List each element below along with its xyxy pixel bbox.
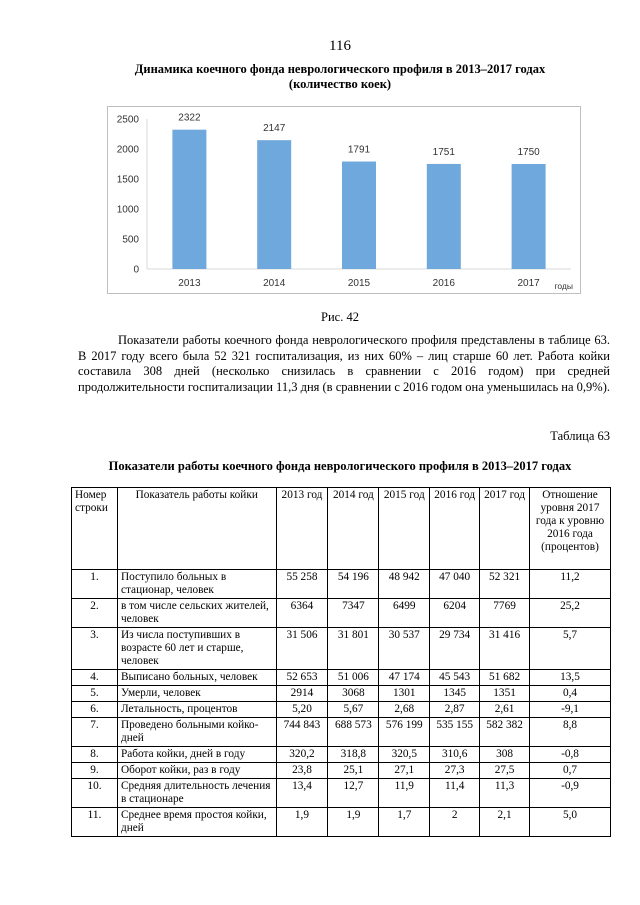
x-tick-label: 2013: [178, 278, 201, 289]
cell-value: 51 682: [480, 670, 530, 686]
cell-value: 55 258: [276, 570, 328, 599]
cell-value: 2,87: [430, 702, 480, 718]
cell-value: 11,2: [530, 570, 611, 599]
row-number: 4.: [72, 670, 118, 686]
cell-value: 11,4: [430, 779, 480, 808]
table-row: [72, 670, 611, 686]
x-tick-label: 2017: [517, 278, 540, 289]
data-label: 2147: [263, 123, 286, 135]
chart-title: [100, 62, 580, 91]
cell-value: 27,1: [379, 763, 430, 779]
cell-value: 744 843: [276, 718, 328, 747]
y-tick-label: 1500: [116, 174, 139, 186]
cell-value: 8,8: [530, 718, 611, 747]
cell-value: 1301: [379, 686, 430, 702]
cell-value: 7769: [480, 599, 530, 628]
y-tick-label: 500: [122, 234, 139, 246]
cell-value: 6499: [379, 599, 430, 628]
row-number: 11.: [72, 808, 118, 837]
row-number: 5.: [72, 686, 118, 702]
row-number: 2.: [72, 599, 118, 628]
cell-value: 25,2: [530, 599, 611, 628]
cell-value: 2,68: [379, 702, 430, 718]
chart-svg: [108, 107, 580, 293]
table-title: Показатели работы коечного фонда неврологического профиля в 2013–2017 годах: [108, 459, 572, 473]
cell-value: 13,5: [530, 670, 611, 686]
indicator-name: Среднее время простоя койки, дней: [117, 808, 276, 837]
column-header: 2017 год: [480, 488, 530, 570]
column-header: Номер строки: [72, 488, 118, 570]
data-label: 1791: [347, 144, 371, 156]
bar: [257, 140, 291, 269]
cell-value: 688 573: [328, 718, 379, 747]
row-number: 9.: [72, 763, 118, 779]
cell-value: 52 653: [276, 670, 328, 686]
table-header-row: [72, 488, 611, 570]
cell-value: 12,7: [328, 779, 379, 808]
row-number: 8.: [72, 747, 118, 763]
cell-value: 31 801: [328, 628, 379, 670]
x-tick-label: 2016: [432, 278, 455, 289]
row-number: 1.: [72, 570, 118, 599]
data-label: 1750: [517, 147, 540, 158]
indicator-name: Средняя длительность лечения в стационаре: [117, 779, 276, 808]
x-tick-label: 2015: [347, 278, 371, 289]
table-row: [72, 808, 611, 837]
cell-value: -0,9: [530, 779, 611, 808]
cell-value: 5,20: [276, 702, 328, 718]
cell-value: 2914: [276, 686, 328, 702]
data-label: 2322: [178, 112, 201, 124]
cell-value: 51 006: [328, 670, 379, 686]
cell-value: 5,7: [530, 628, 611, 670]
cell-value: 52 321: [480, 570, 530, 599]
cell-value: 6204: [430, 599, 480, 628]
chart-title-line2: (количество коек): [288, 76, 392, 91]
row-number: 3.: [72, 628, 118, 670]
column-header: Показатель работы койки: [117, 488, 276, 570]
cell-value: 27,5: [480, 763, 530, 779]
cell-value: 30 537: [379, 628, 430, 670]
cell-value: 576 199: [379, 718, 430, 747]
page-number: 116: [329, 38, 351, 54]
cell-value: -9,1: [530, 702, 611, 718]
indicator-name: Оборот койки, раз в году: [117, 763, 276, 779]
column-header: 2014 год: [328, 488, 379, 570]
table-row: [72, 702, 611, 718]
table-row: [72, 763, 611, 779]
row-number: 7.: [72, 718, 118, 747]
cell-value: 320,2: [276, 747, 328, 763]
table-row: [72, 779, 611, 808]
y-tick-label: 0: [133, 264, 139, 276]
table-label: Таблица 63: [550, 429, 610, 443]
x-axis-label: годы: [554, 281, 573, 291]
cell-value: 0,4: [530, 686, 611, 702]
cell-value: 31 416: [480, 628, 530, 670]
cell-value: 2,61: [480, 702, 530, 718]
row-number: 10.: [72, 779, 118, 808]
indicator-name: в том числе сельских жителей, человек: [117, 599, 276, 628]
table-row: [72, 686, 611, 702]
figure-caption: Рис. 42: [321, 310, 359, 324]
cell-value: 1,7: [379, 808, 430, 837]
indicator-name: Поступило больных в стационар, человек: [117, 570, 276, 599]
bar: [172, 130, 206, 269]
indicator-name: Выписано больных, человек: [117, 670, 276, 686]
y-tick-label: 2000: [116, 144, 139, 156]
cell-value: 47 040: [430, 570, 480, 599]
x-tick-label: 2014: [263, 278, 286, 289]
cell-value: 48 942: [379, 570, 430, 599]
cell-value: 25,1: [328, 763, 379, 779]
table-row: [72, 747, 611, 763]
y-tick-label: 1000: [116, 204, 139, 216]
cell-value: 45 543: [430, 670, 480, 686]
table-row: [72, 570, 611, 599]
cell-value: 2,1: [480, 808, 530, 837]
cell-value: 310,6: [430, 747, 480, 763]
table-row: [72, 628, 611, 670]
indicator-name: Проведено больными койко-дней: [117, 718, 276, 747]
indicator-name: Летальность, процентов: [117, 702, 276, 718]
cell-value: 13,4: [276, 779, 328, 808]
chart-title-line1: Динамика коечного фонда неврологического профиля в 2013–2017 годах: [134, 62, 546, 76]
cell-value: 0,7: [530, 763, 611, 779]
cell-value: 11,9: [379, 779, 430, 808]
cell-value: 27,3: [430, 763, 480, 779]
cell-value: 1,9: [276, 808, 328, 837]
cell-value: 582 382: [480, 718, 530, 747]
bar: [512, 164, 546, 269]
cell-value: 54 196: [328, 570, 379, 599]
y-tick-label: 2500: [116, 114, 139, 126]
cell-value: 5,0: [530, 808, 611, 837]
cell-value: 1351: [480, 686, 530, 702]
cell-value: 6364: [276, 599, 328, 628]
cell-value: 535 155: [430, 718, 480, 747]
table-row: [72, 599, 611, 628]
bar: [342, 162, 376, 269]
indicator-name: Умерли, человек: [117, 686, 276, 702]
cell-value: 320,5: [379, 747, 430, 763]
cell-value: 1345: [430, 686, 480, 702]
cell-value: -0,8: [530, 747, 611, 763]
data-label: 1751: [432, 146, 455, 158]
cell-value: 318,8: [328, 747, 379, 763]
cell-value: 23,8: [276, 763, 328, 779]
cell-value: 5,67: [328, 702, 379, 718]
bar-chart: [107, 106, 581, 294]
cell-value: 7347: [328, 599, 379, 628]
cell-value: 3068: [328, 686, 379, 702]
column-header: 2013 год: [276, 488, 328, 570]
table-row: [72, 718, 611, 747]
cell-value: 47 174: [379, 670, 430, 686]
cell-value: 11,3: [480, 779, 530, 808]
indicators-table: [71, 487, 611, 837]
row-number: 6.: [72, 702, 118, 718]
indicator-name: Из числа поступивших в возрасте 60 лет и старше, человек: [117, 628, 276, 670]
indicator-name: Работа койки, дней в году: [117, 747, 276, 763]
cell-value: 31 506: [276, 628, 328, 670]
column-header: Отношение уровня 2017 года к уровню 2016 года (процентов): [530, 488, 611, 570]
body-paragraph: Показатели работы коечного фонда неврологического профиля представлены в таблице 63. В 2017 году всего была 52 321 госпитализация, из них 60% – лиц старше 60 лет. Работа койки составила 308 дней (несколько снизилась в сравнении с 2016 годом) при средней продолжительности госпитализации 11,3 дня (в сравнении с 2016 годом она уменьшилась на 0,9%).: [78, 333, 610, 394]
cell-value: 308: [480, 747, 530, 763]
cell-value: 1,9: [328, 808, 379, 837]
column-header: 2015 год: [379, 488, 430, 570]
bar: [427, 164, 461, 269]
cell-value: 29 734: [430, 628, 480, 670]
cell-value: 2: [430, 808, 480, 837]
column-header: 2016 год: [430, 488, 480, 570]
